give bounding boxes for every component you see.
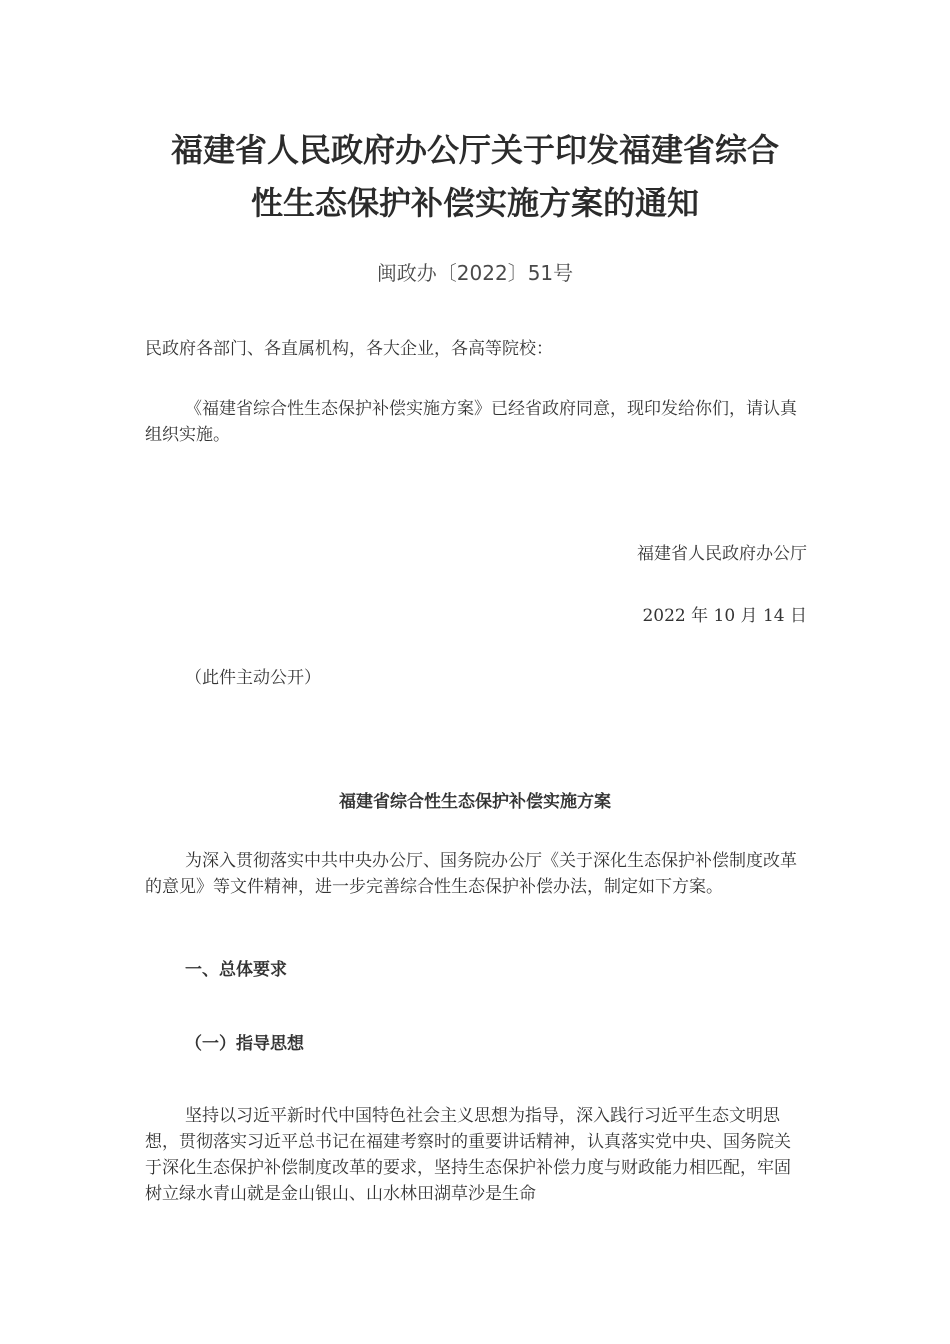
plan-title: 福建省综合性生态保护补偿实施方案 [339, 792, 611, 812]
subsection-heading: （一）指导思想 [185, 1034, 304, 1054]
issuer-signature: 福建省人民政府办公厅 [637, 544, 807, 564]
document-title-line-1: 福建省人民政府办公厅关于印发福建省综合 [170, 131, 779, 169]
issue-date: 2022 年 10 月 14 日 [642, 606, 807, 626]
plan-intro-paragraph: 为深入贯彻落实中共中央办公厅、国务院办公厅《关于深化生态保护补偿制度改革的意见》等文件精神，进一步完善综合性生态保护补偿办法，制定如下方案。 [145, 851, 797, 897]
section-heading: 一、总体要求 [185, 960, 287, 980]
document-number: 闽政办〔2022〕51号 [376, 261, 574, 285]
notice-body: 《福建省综合性生态保护补偿实施方案》已经省政府同意，现印发给你们，请认真组织实施。 [145, 399, 797, 445]
disclosure-note: （此件主动公开） [185, 668, 321, 688]
document-title-line-2: 性生态保护补偿实施方案的通知 [250, 184, 699, 222]
addressee-line: 民政府各部门、各直属机构，各大企业，各高等院校： [145, 339, 553, 359]
guiding-ideology-paragraph: 坚持以习近平新时代中国特色社会主义思想为指导，深入践行习近平生态文明思想，贯彻落实习近平总书记在福建考察时的重要讲话精神，认真落实党中央、国务院关于深化生态保护补偿制度改革的要求，坚持生态保护补偿力度与财政能力相匹配，牢固树立绿水青山就是金山银山、山水林田湖草沙是生命 [145, 1106, 791, 1204]
